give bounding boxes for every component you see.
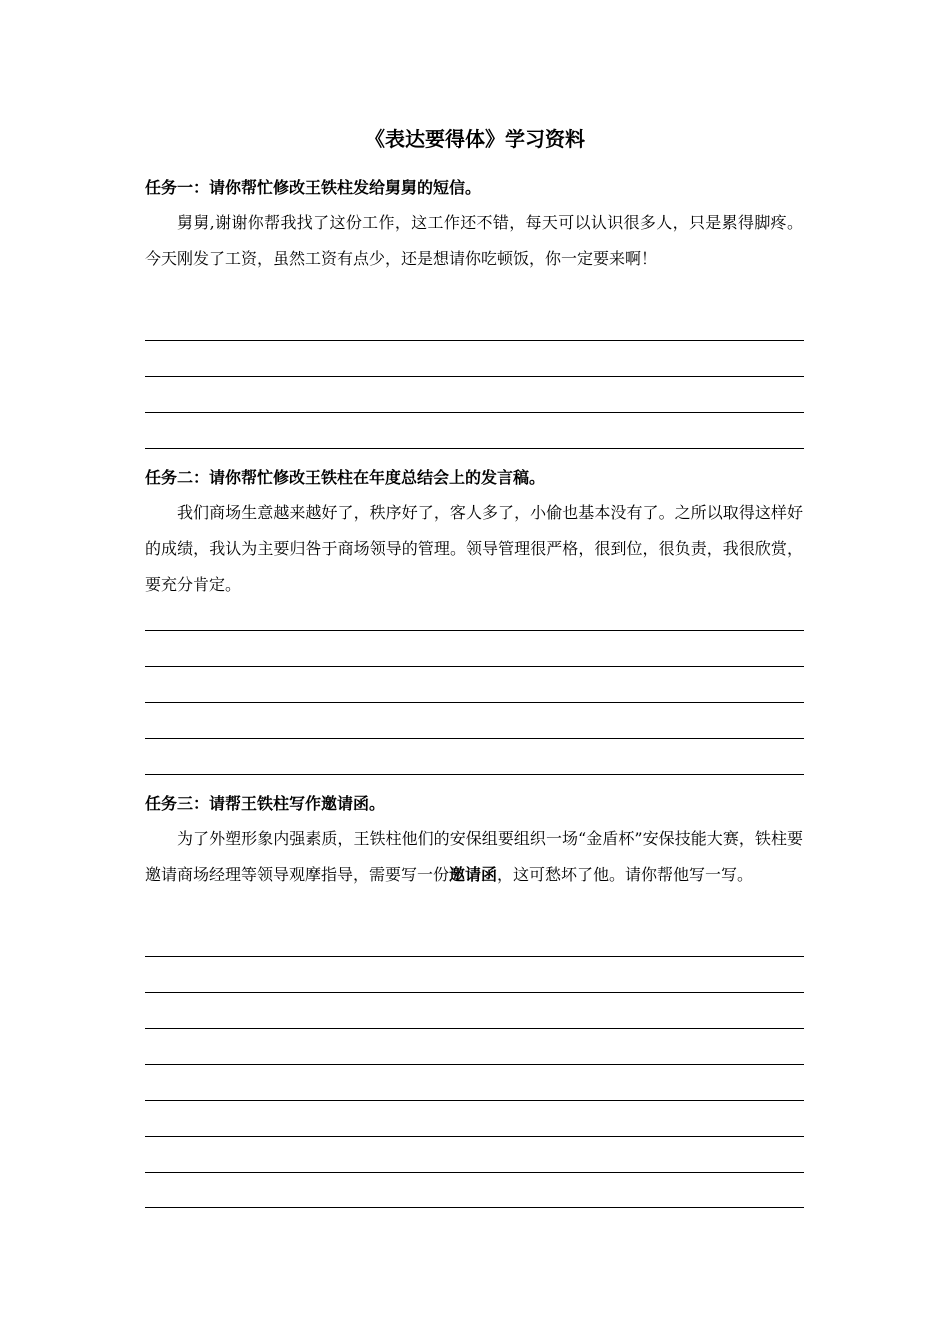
answer-line bbox=[145, 1100, 804, 1101]
task-2-body: 我们商场生意越来越好了，秩序好了，客人多了，小偷也基本没有了。之所以取得这样好的成绩，我认为主要归咎于商场领导的管理。领导管理很严格，很到位，很负责，我很欣赏，要充分肯定。 bbox=[145, 503, 803, 594]
task-2-heading: 任务二：请你帮忙修改王铁柱在年度总结会上的发言稿。 bbox=[145, 468, 546, 487]
task-3-body-emphasis: 邀请函 bbox=[449, 865, 498, 884]
answer-line bbox=[145, 376, 804, 377]
answer-line bbox=[145, 774, 804, 775]
answer-line bbox=[145, 340, 804, 341]
task-1-body: 舅舅,谢谢你帮我找了这份工作，这工作还不错，每天可以认识很多人，只是累得脚疼。今天刚发了工资，虽然工资有点少，还是想请你吃顿饭，你一定要来啊！ bbox=[145, 213, 803, 268]
answer-line bbox=[145, 738, 804, 739]
answer-line bbox=[145, 666, 804, 667]
answer-line bbox=[145, 956, 804, 957]
answer-line bbox=[145, 1136, 804, 1137]
answer-line bbox=[145, 992, 804, 993]
answer-line bbox=[145, 1028, 804, 1029]
answer-line bbox=[145, 412, 804, 413]
answer-line bbox=[145, 1172, 804, 1173]
document-title: 《表达要得体》学习资料 bbox=[365, 127, 585, 151]
answer-line bbox=[145, 1064, 804, 1065]
task-3-body bbox=[145, 821, 803, 893]
answer-line bbox=[145, 630, 804, 631]
answer-line bbox=[145, 448, 804, 449]
answer-line bbox=[145, 1207, 804, 1208]
task-3-body-text-end: ，这可愁坏了他。请你帮他写一写。 bbox=[497, 865, 754, 884]
task-1-heading: 任务一：请你帮忙修改王铁柱发给舅舅的短信。 bbox=[145, 178, 482, 197]
task-3-heading: 任务三：请帮王铁柱写作邀请函。 bbox=[145, 794, 386, 813]
answer-line bbox=[145, 702, 804, 703]
task-3-body-text: 为了外塑形象内强素质，王铁柱他们的安保组要组织一场“金盾杯”安保技能大赛，铁柱要邀请商场经理等领导观摩指导，需要写一份 bbox=[145, 829, 803, 884]
